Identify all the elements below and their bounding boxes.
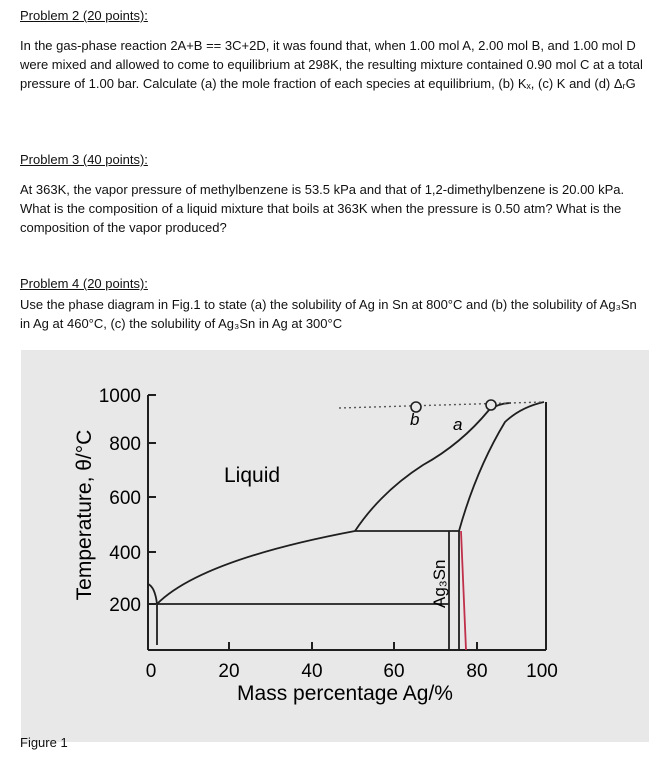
problem-3-text: At 363K, the vapor pressure of methylbenzene is 53.5 kPa and that of 1,2-dimethylbenzene is 20.00 kPa. What is the composition of a liquid mixture that boils at 363K when the pressure is 0.50 atm? What is the composition of the vapor produced? <box>20 182 625 235</box>
x-axis-label: Mass percentage Ag/% <box>237 682 453 705</box>
phase-diagram-figure <box>21 350 649 742</box>
xtick-label-0: 0 <box>145 661 157 682</box>
problem-4-text: Use the phase diagram in Fig.1 to state (a) the solubility of Ag in Sn at 800°C and (b) the solubility of Ag₃Sn in Ag at 460°C, (c) the solubility of Ag₃Sn in Ag at 300°C <box>20 297 637 331</box>
xtick-label-40: 40 <box>301 661 323 682</box>
xtick-label-20: 20 <box>218 661 240 682</box>
point-b-label: b <box>410 410 420 429</box>
problem-3-heading: Problem 3 (40 points): <box>20 152 148 167</box>
ytick-label-200: 200 <box>109 595 141 616</box>
ytick-label-600: 600 <box>109 488 141 509</box>
xtick-label-80: 80 <box>466 661 488 682</box>
problem-2-text: In the gas-phase reaction 2A+B == 3C+2D, it was found that, when 1.00 mol A, 2.00 mol B, and 1.00 mol D were mixed and allowed to come to equilibrium at 298K, the resulting mixture contained 0.90 mol C at a total pressure of 1.00 bar. Calculate (a) the mole fraction of each species at equilibrium, (b) Kₓ, (c) K and (d) ΔᵣG <box>20 38 643 91</box>
ytick-label-1000: 1000 <box>98 386 141 407</box>
point-a-marker <box>486 400 496 410</box>
ytick-label-800: 800 <box>109 434 141 455</box>
liquid-region-label: Liquid <box>224 464 281 487</box>
problem-4-heading: Problem 4 (20 points): <box>20 276 148 291</box>
problem-2-heading: Problem 2 (20 points): <box>20 8 148 23</box>
y-axis-label: Temperature, θ/°C <box>73 429 96 601</box>
compound-label: Ag₃Sn <box>430 559 449 608</box>
point-a-label: a <box>453 415 463 434</box>
problem-3 <box>20 150 648 237</box>
figure-caption: Figure 1 <box>20 735 68 750</box>
problem-2 <box>20 6 648 93</box>
xtick-label-100: 100 <box>526 661 558 682</box>
xtick-label-60: 60 <box>383 661 405 682</box>
problem-4 <box>20 274 648 333</box>
ytick-label-400: 400 <box>109 543 141 564</box>
